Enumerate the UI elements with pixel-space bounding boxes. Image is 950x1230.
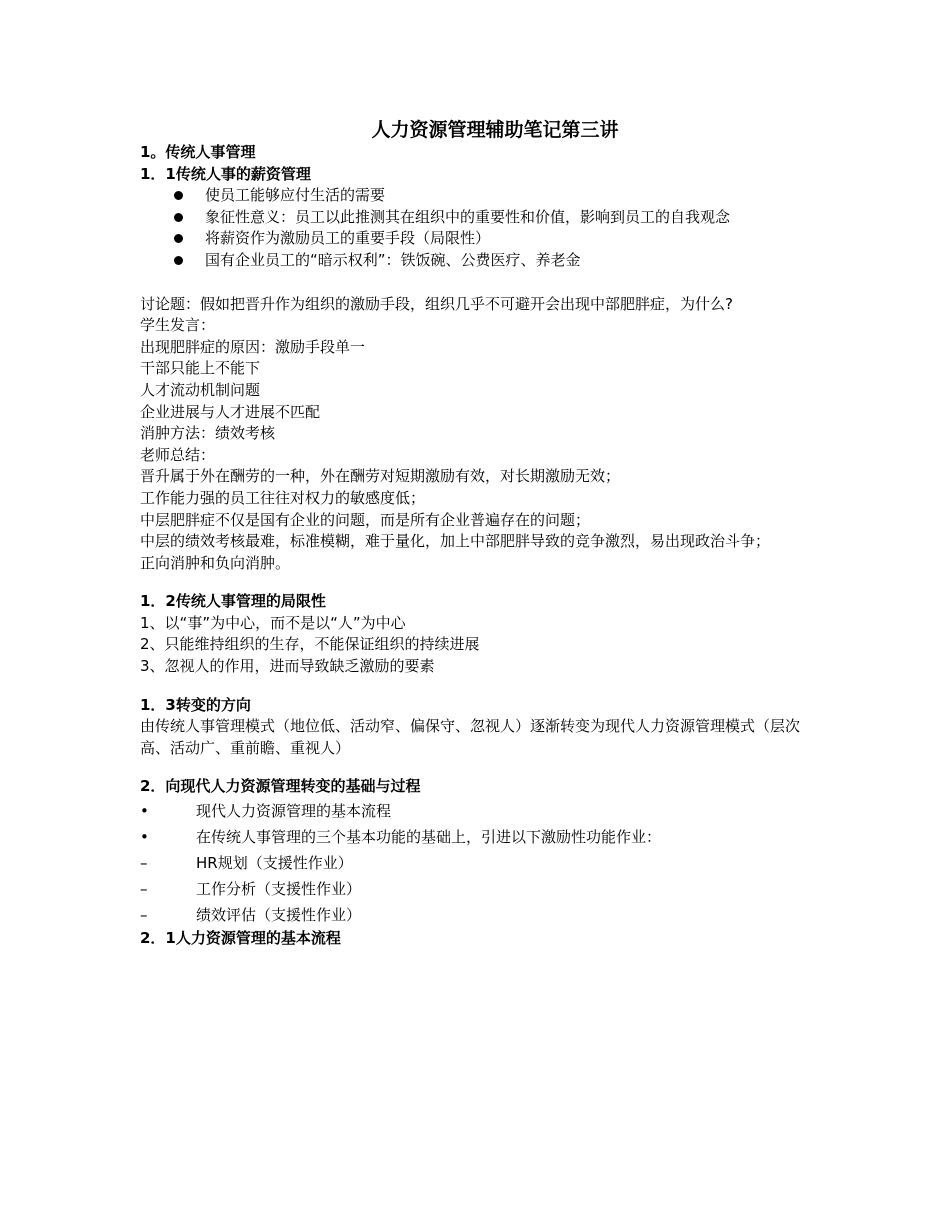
bullet-list-salary — [140, 185, 830, 271]
paragraph: 由传统人事管理模式（地位低、活动窄、偏保守、忽视人）逐渐转变为现代人力资源管理模式（层次高、活动广、重前瞻、重视人） — [140, 717, 801, 757]
subsection-heading-1-1: 1．1传统人事的薪资管理 — [140, 164, 311, 183]
document-content — [140, 118, 830, 950]
paragraph-line: 1、以“事”为中心，而不是以“人”为中心 — [140, 613, 406, 632]
document-title: 人力资源管理辅助笔记第三讲 — [371, 119, 619, 141]
paragraph-line: 出现肥胖症的原因：激励手段单一 — [140, 337, 366, 356]
list-item: – HR规划（支援性作业） — [140, 850, 830, 876]
bullet-icon — [174, 256, 183, 265]
paragraph-line: 干部只能上不能下 — [140, 359, 261, 378]
paragraph-line: 中层的绩效考核最难，标准模糊，难于量化，加上中部肥胖导致的竞争激烈，易出现政治斗争； — [140, 532, 771, 551]
paragraph-line: 工作能力强的员工往往对权力的敏感度低； — [140, 488, 426, 507]
dash-icon: – — [140, 880, 148, 899]
paragraph-line: 3、忽视人的作用，进而导致缺乏激励的要素 — [140, 657, 435, 676]
dash-icon: – — [140, 906, 148, 925]
bullet-icon — [174, 213, 183, 222]
list-item: – 工作分析（支援性作业） — [140, 876, 830, 902]
paragraph-line: 人才流动机制问题 — [140, 380, 261, 399]
list-item: 国有企业员工的“暗示权利”：铁饭碗、公费医疗、养老金 — [140, 250, 830, 272]
bullet-icon: • — [140, 828, 149, 847]
paragraph-line: 学生发言： — [140, 316, 216, 335]
paragraph-line: 讨论题：假如把晋升作为组织的激励手段，组织几乎不可避开会出现中部肥胖症，为什么? — [140, 294, 733, 313]
list-item: • 在传统人事管理的三个基本功能的基础上，引进以下激励性功能作业： — [140, 824, 830, 850]
paragraph-line: 企业进展与人才进展不匹配 — [140, 402, 321, 421]
bullet-icon — [174, 191, 183, 200]
paragraph-line: 中层肥胖症不仅是国有企业的问题，而是所有企业普遍存在的问题； — [140, 510, 591, 529]
paragraph-line: 正向消肿和负向消肿。 — [140, 553, 291, 572]
section-heading-1: 1。传统人事管理 — [140, 143, 256, 161]
list-item: 象征性意义：员工以此推测其在组织中的重要性和价值，影响到员工的自我观念 — [140, 207, 830, 229]
subsection-heading-1-3: 1．3转变的方向 — [140, 695, 251, 714]
list-item: • 现代人力资源管理的基本流程 — [140, 798, 830, 824]
paragraph-line: 老师总结： — [140, 445, 216, 464]
paragraph-line: 2、只能维持组织的生存，不能保证组织的持续进展 — [140, 635, 480, 654]
list-item: 将薪资作为激励员工的重要手段（局限性） — [140, 228, 830, 250]
dash-icon: – — [140, 854, 148, 873]
subsection-heading-1-2: 1．2传统人事管理的局限性 — [140, 592, 326, 611]
subsection-heading-2-1: 2．1人力资源管理的基本流程 — [140, 929, 341, 948]
paragraph-line: 消肿方法：绩效考核 — [140, 424, 276, 443]
section-heading-2: 2．向现代人力资源管理转变的基础与过程 — [140, 777, 421, 796]
paragraph-line: 晋升属于外在酬劳的一种，外在酬劳对短期激励有效，对长期激励无效； — [140, 467, 621, 486]
bullet-icon — [174, 234, 183, 243]
bullet-icon: • — [140, 802, 149, 821]
discussion-block — [140, 294, 830, 575]
function-list — [140, 798, 830, 928]
list-item: – 绩效评估（支援性作业） — [140, 902, 830, 928]
list-item: 使员工能够应付生活的需要 — [140, 185, 830, 207]
